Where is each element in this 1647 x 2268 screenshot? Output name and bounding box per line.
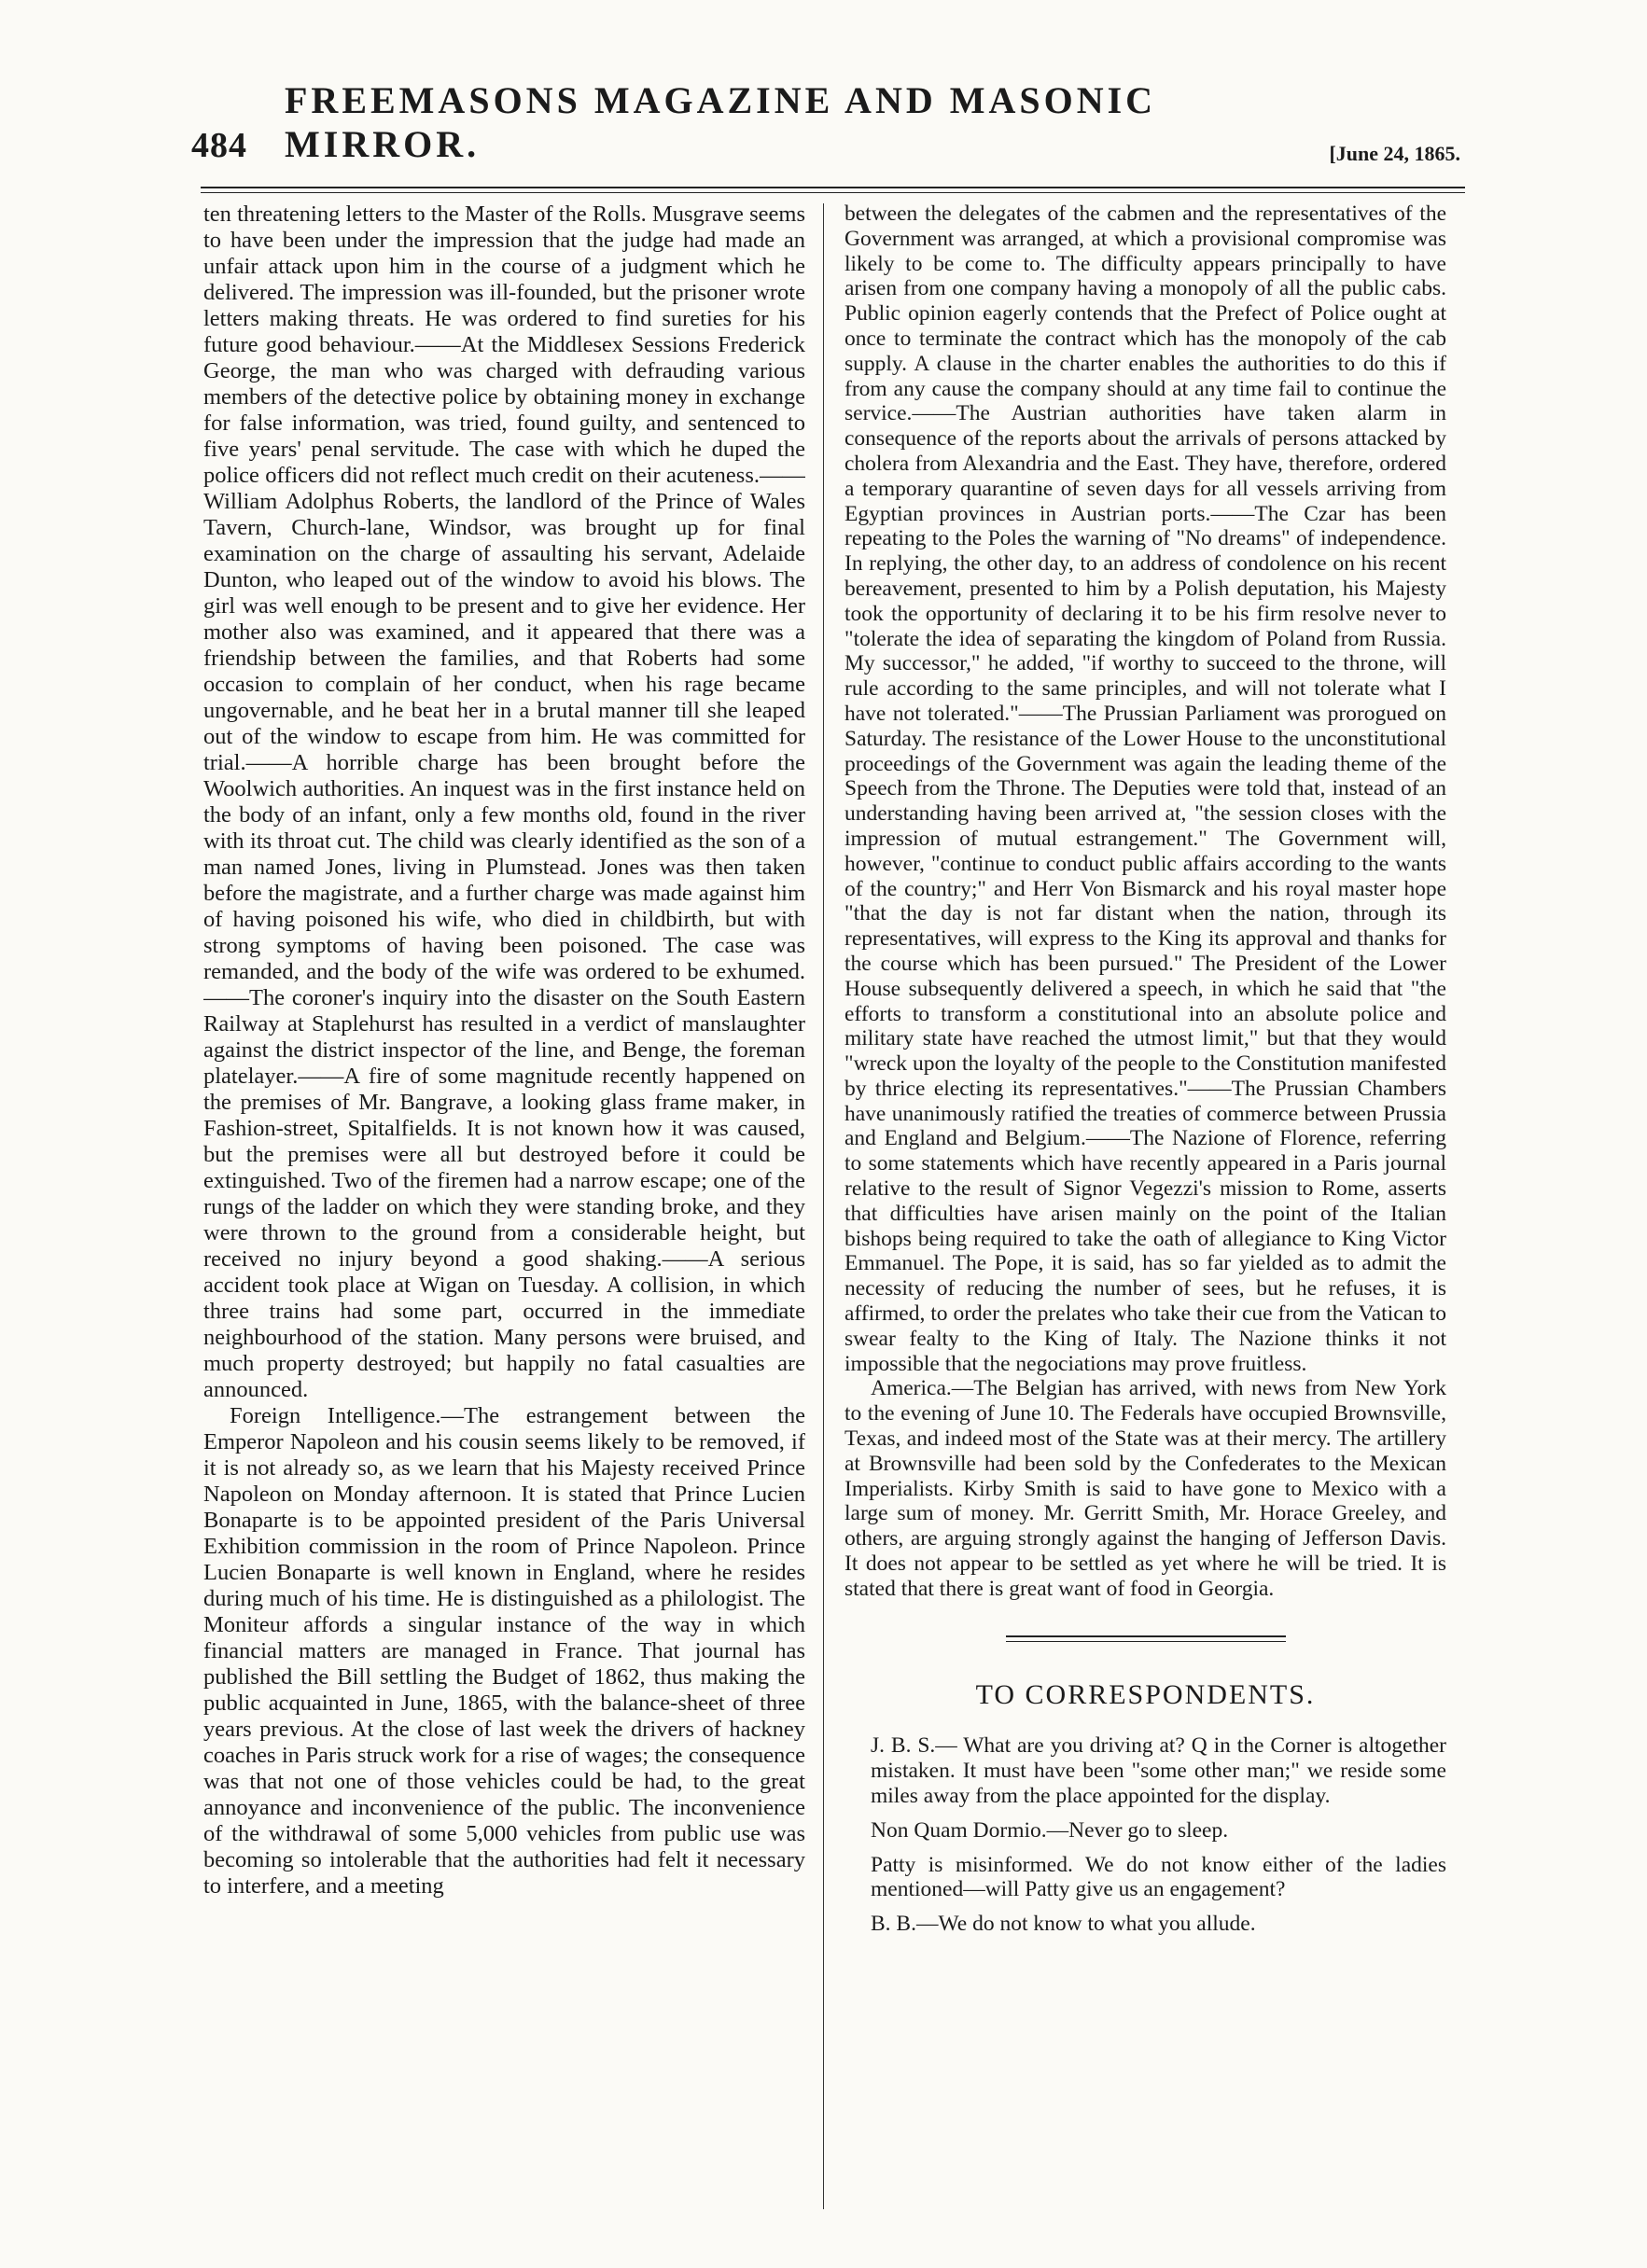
column-divider xyxy=(823,203,824,2209)
left-paragraph: Foreign Intelligence.—The estrangement between the Emperor Napoleon and his cousin seems likely to be removed, if it is not already so, as we learn that his Majesty received Prince Napoleon on Monday afternoon. It is stated that Prince Lucien Bonaparte is to be appointed president of the Paris Universal Exhibition commission in the room of Prince Napoleon. Prince Lucien Bonaparte is well known in England, where he resides during much of his time. He is distinguished as a philologist. The Moniteur affords a singular instance of the way in which financial matters are managed in France. That journal has published the Bill settling the Budget of 1862, thus making the public acquainted in June, 1865, with the balance-sheet of three years previous. At the close of last week the drivers of hackney coaches in Paris struck work for a rise of wages; the consequence was that not one of those vehicles could be had, to the great annoyance and inconvenience of the public. The inconvenience of the withdrawal of some 5,000 vehicles from public use was becoming so intolerable that the authorities had felt it necessary to interfere, and a meeting xyxy=(203,1403,805,1899)
page-number: 484 xyxy=(191,126,247,165)
right-column xyxy=(844,202,1446,2207)
correspondent-item: B. B.—We do not know to what you allude. xyxy=(871,1912,1256,1937)
section-divider-thin xyxy=(1006,1641,1286,1642)
correspondent-item: Non Quam Dormio.—Never go to sleep. xyxy=(871,1817,1229,1843)
issue-date: [June 24, 1865. xyxy=(1329,142,1460,165)
correspondents-list xyxy=(844,1733,1446,1937)
header-rule-thin xyxy=(201,192,1465,193)
right-paragraph: between the delegates of the cabmen and the representatives of the Government was arranged, at which a provisional compromise was likely to be come to. The difficulty appears principally to have arisen from one company having a monopoly of all the public cabs. Public opinion eagerly contends that the Prefect of Police ought at once to terminate the contract which has the monopoly of the cab supply. A clause in the charter enables the authorities to do this if from any cause the company should at any time fail to continue the service.——The Austrian authorities have taken alarm in consequence of the reports about the arrivals of persons attacked by cholera from Alexandria and the East. They have, therefore, ordered a temporary quarantine of seven days for all vessels arriving from Egyptian provinces in Austrian ports.——The Czar has been repeating to the Poles the warning of "No dreams" of independence. In replying, the other day, to an address of condolence on his recent bereavement, presented to him by a Polish deputation, his Majesty took the opportunity of declaring it to be his firm resolve never to "tolerate the idea of separating the kingdom of Poland from Russia. My successor," he added, "if worthy to succeed to the throne, will rule according to the same principles, and will not tolerate what I have not tolerated."——The Prussian Parliament was prorogued on Saturday. The resistance of the Lower House to the unconstitutional proceedings of the Government was again the leading theme of the Speech from the Throne. The Deputies were told that, instead of an understanding having been arrived at, "the session closes with the impression of mutual estrangement." The Government will, however, "continue to conduct public affairs according to the wants of the country;" and Herr Von Bismarck and his royal master hope "that the day is not far distant when the nation, through its representatives, will express to the King its approval and thanks for the course which has been pursued." The President of the Lower House subsequently delivered a speech, in which he said that "the efforts to transform a constitutional into an absolute police and military state have reached the utmost limit," but that they would "wreck upon the loyalty of the people to the Constitution manifested by thrice electing its representatives."——The Prussian Chambers have unanimously ratified the treaties of commerce between Prussia and England and Belgium.——The Nazione of Florence, referring to some statements which have recently appeared in a Paris journal relative to the result of Signor Vegezzi's mission to Rome, asserts that difficulties have arisen mainly on the point of the Italian bishops being required to take the oath of allegiance to King Victor Emmanuel. The Pope, it is said, has so far yielded as to admit the necessity of reducing the number of sees, but he refuses, it is affirmed, to order the prelates who take their cue from the Vatican to swear fealty to the King of Italy. The Nazione thinks it not impossible that the negociations may prove fruitless. xyxy=(844,202,1446,1376)
correspondent-item: Patty is misinformed. We do not know either of the ladies mentioned—will Patty give us an engagement? xyxy=(871,1852,1446,1902)
right-paragraph: America.—The Belgian has arrived, with news from New York to the evening of June 10. The Federals have occupied Brownsville, Texas, and indeed most of the State was at their mercy. The artillery at Brownsville had been sold by the Confederates to the Mexican Imperialists. Kirby Smith is said to have gone to Mexico with a large sum of money. Mr. Gerritt Smith, Mr. Horace Greeley, and others, are arguing strongly against the hanging of Jefferson Davis. It does not appear to be settled as yet where he will be tried. It is stated that there is great want of food in Georgia. xyxy=(844,1376,1446,1601)
left-column xyxy=(203,202,805,2207)
header-rule xyxy=(201,187,1465,188)
left-paragraph: ten threatening letters to the Master of the Rolls. Musgrave seems to have been under the impression that the judge had made an unfair attack upon him in the course of a judgment which he delivered. The impression was ill-founded, but the prisoner wrote letters making threats. He was ordered to find sureties for his future good behaviour.——At the Middlesex Sessions Frederick George, the man who was charged with defrauding various members of the detective police by obtaining money in exchange for false information, was tried, found guilty, and sentenced to five years' penal servitude. The case with which he duped the police officers did not reflect much credit on their acuteness.——William Adolphus Roberts, the landlord of the Prince of Wales Tavern, Church-lane, Windsor, was brought up for final examination on the charge of assaulting his servant, Adelaide Dunton, who leaped out of the window to avoid his blows. The girl was well enough to be present and to give her evidence. Her mother also was examined, and it appeared that there was a friendship between the families, and that Roberts had some occasion to complain of her conduct, when his rage became ungovernable, and he beat her in a brutal manner till she leaped out of the window to escape from him. He was committed for trial.——A horrible charge has been brought before the Woolwich authorities. An inquest was in the first instance held on the body of an infant, only a few months old, found in the river with its throat cut. The child was clearly identified as the son of a man named Jones, living in Plumstead. Jones was then taken before the magistrate, and a further charge was made against him of having poisoned his wife, who died in childbirth, but with strong symptoms of having been poisoned. The case was remanded, and the body of the wife was ordered to be exhumed.——The coroner's inquiry into the disaster on the South Eastern Railway at Staplehurst has resulted in a verdict of manslaughter against the district inspector of the line, and Benge, the foreman platelayer.——A fire of some magnitude recently happened on the premises of Mr. Bangrave, a looking glass frame maker, in Fashion-street, Spitalfields. It is not known how it was caused, but the premises were all but destroyed before it could be extinguished. Two of the firemen had a narrow escape; one of the rungs of the ladder on which they were standing broke, and they were thrown to the ground from a considerable height, but received no injury beyond a good shaking.——A serious accident took place at Wigan on Tuesday. A collision, in which three trains had some part, occurred in the immediate neighbourhood of the station. Many persons were bruised, and much property destroyed; but happily no fatal casualties are announced. xyxy=(203,202,805,1402)
page-header xyxy=(191,79,1460,166)
correspondents-heading: TO CORRESPONDENTS. xyxy=(975,1678,1316,1710)
correspondent-item: J. B. S.— What are you driving at? Q in the Corner is altogether mistaken. It must have been "some other man;" we reside some miles away from the place appointed for the display. xyxy=(871,1733,1446,1809)
magazine-title: FREEMASONS MAGAZINE AND MASONIC MIRROR. xyxy=(285,79,1157,165)
section-divider xyxy=(1006,1635,1286,1637)
